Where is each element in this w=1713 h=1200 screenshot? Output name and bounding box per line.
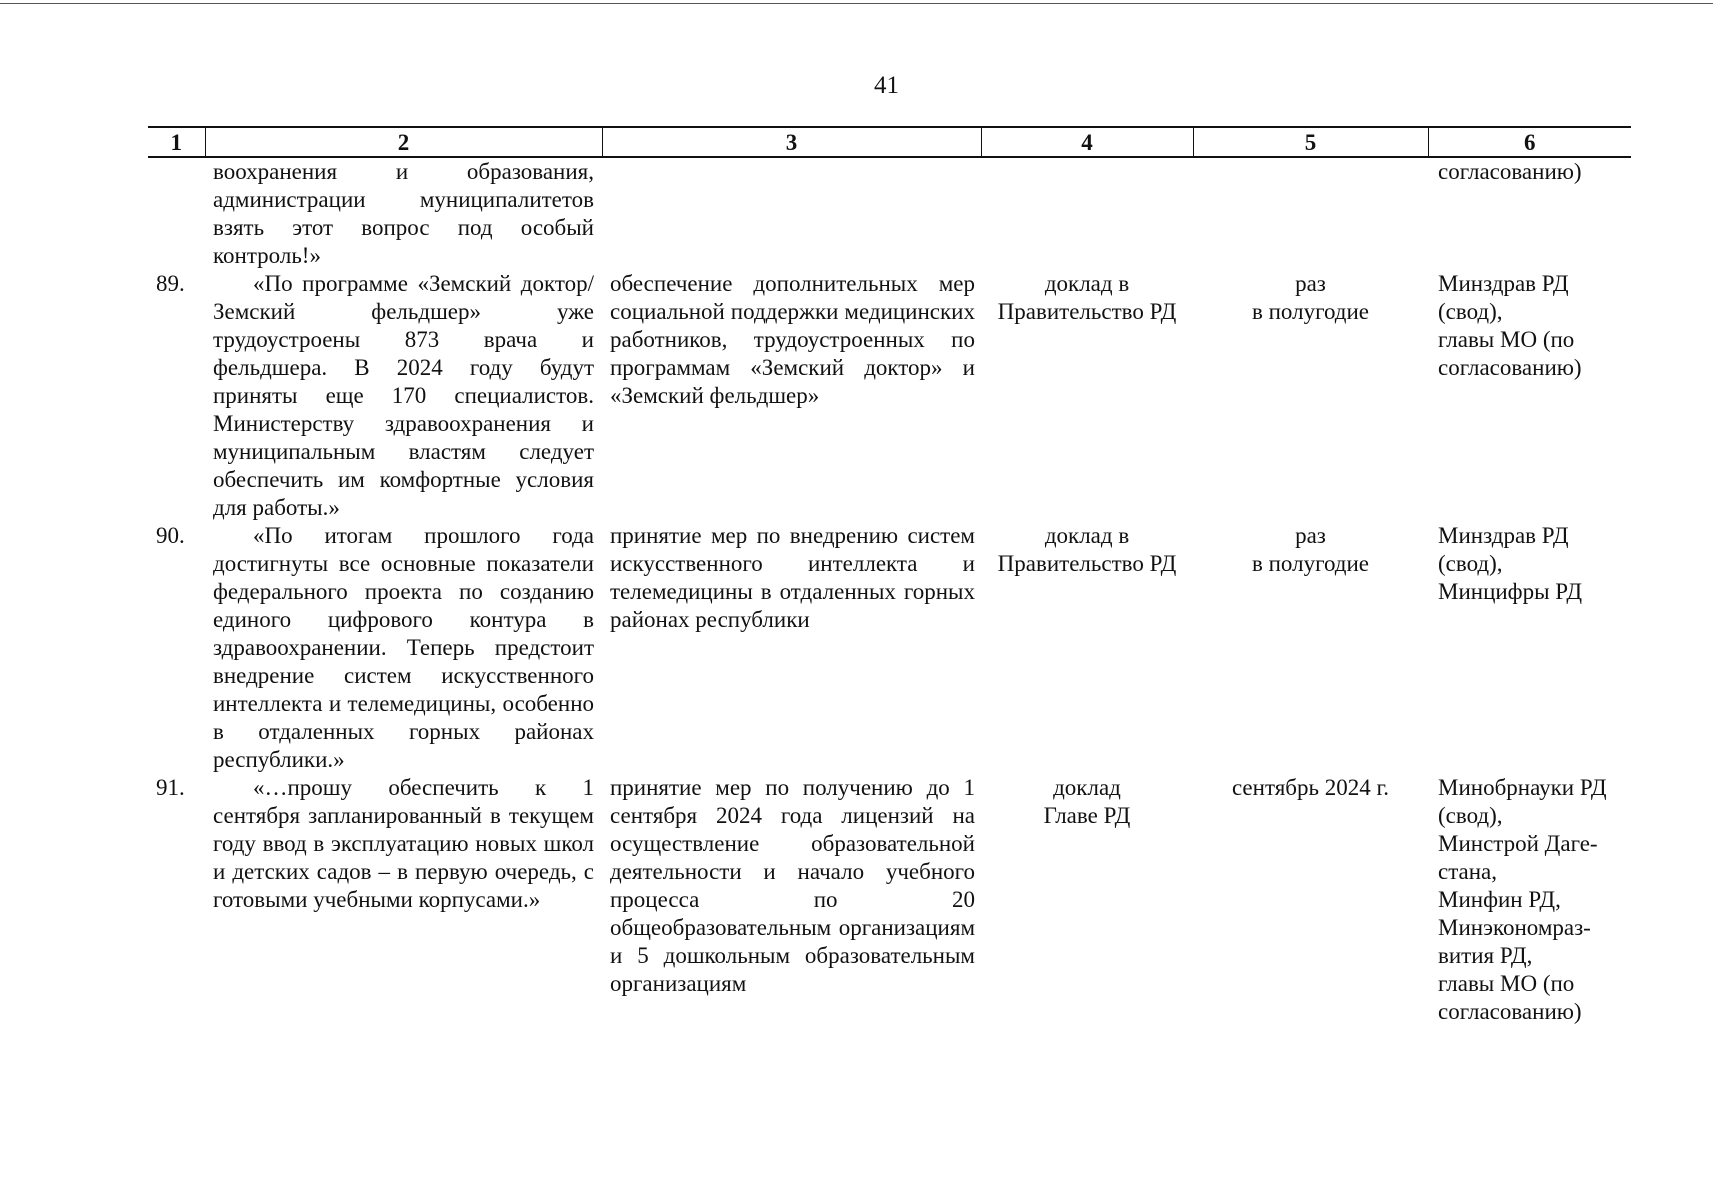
page-number: 41 (874, 72, 899, 99)
column-header-6: 6 (1428, 127, 1631, 157)
cell-responsible-line: Минздрав РД (1438, 271, 1569, 296)
cell-term-line: сентябрь 2024 г. (1231, 775, 1390, 800)
cell-report-form-line: Правительство РД (997, 299, 1177, 324)
cell-quote (205, 774, 602, 1026)
quote-text: «По итогам прошлого года достигнуты все основные показатели федерального проекта по созданию единого цифрового контура в здравоохранении. Теперь предстоит внедрение систем искусственного интеллекта и телемедицины, особенно в отдаленных горных районах республики.» (213, 523, 594, 772)
cell-row-number: 90. (156, 523, 185, 548)
table-row (148, 270, 1631, 522)
cell-responsible-line: стана, (1438, 859, 1498, 884)
cell-responsible-line: Минцифры РД (1438, 579, 1583, 604)
column-header-4: 4 (981, 127, 1193, 157)
cell-responsible-line: Минэкономраз- (1438, 915, 1591, 940)
cell-quote (205, 270, 602, 522)
table-header-row (148, 127, 1631, 157)
cell-measure: принятие мер по получению до 1 сентября 2024 года лицензий на осуществление образовательной деятельности и начало учебного процесса по 20 общеобразовательным организациям и 5 дошкольным образовательным организациям (610, 775, 975, 996)
cell-term (1193, 774, 1428, 1026)
cell-responsible (1428, 522, 1631, 774)
cell-quote (205, 522, 602, 774)
cell-term-line: в полугодие (1251, 551, 1369, 576)
cell-responsible-line: вития РД, (1438, 943, 1533, 968)
cell-term (1193, 157, 1428, 270)
cell-responsible (1428, 774, 1631, 1026)
column-header-3: 3 (602, 127, 981, 157)
cell-measure: обеспечение дополнительных мер социальной поддержки медицинских работников, трудоустроенных по программам «Земский доктор» и «Земский фельдшер» (610, 271, 975, 408)
table-row (148, 774, 1631, 1026)
column-header-1: 1 (148, 127, 205, 157)
cell-responsible-line: Минфин РД, (1438, 887, 1561, 912)
cell-responsible-line: главы МО (по (1438, 971, 1575, 996)
cell-measure (602, 157, 981, 270)
table-row (148, 522, 1631, 774)
cell-row-number: 91. (156, 775, 185, 800)
cell-responsible-line: (свод), (1438, 551, 1503, 576)
cell-responsible-line: согласованию) (1438, 999, 1582, 1024)
cell-responsible-line: Минздрав РД (1438, 523, 1569, 548)
cell-report-form (981, 522, 1193, 774)
cell-term-line: раз (1295, 271, 1326, 296)
cell-term-line: в полугодие (1251, 299, 1369, 324)
cell-term-line: раз (1295, 523, 1326, 548)
cell-term (1193, 270, 1428, 522)
cell-responsible-line: (свод), (1438, 803, 1503, 828)
cell-num (148, 157, 205, 270)
cell-report-form-line: доклад (1053, 775, 1121, 800)
cell-report-form (981, 270, 1193, 522)
cell-report-form-line: Правительство РД (997, 551, 1177, 576)
cell-responsible-line: согласованию) (1438, 355, 1582, 380)
cell-report-form-line: доклад в (1044, 523, 1130, 548)
measures-table (148, 126, 1631, 1026)
table-row-continuation (148, 157, 1631, 270)
cell-responsible-line: главы МО (по (1438, 327, 1575, 352)
scan-top-edge (0, 3, 1713, 4)
cell-quote-continuation: воохранения и образования, администрации муниципалитетов взять этот вопрос под особый контроль!» (213, 159, 594, 268)
quote-text: «По программе «Земский доктор/Земский фельдшер» уже трудоустроены 873 врача и фельдшера. В 2024 году будут приняты еще 170 специалистов. Министерству здравоохранения и муниципальным властям следует обеспечить им комфортные условия для работы.» (213, 271, 594, 520)
cell-form (981, 157, 1193, 270)
table-body (148, 270, 1631, 1026)
cell-term (1193, 522, 1428, 774)
cell-responsible-line: (свод), (1438, 299, 1503, 324)
cell-responsible-line: Минобрнауки РД (1438, 775, 1607, 800)
cell-report-form-line: Главе РД (1043, 803, 1131, 828)
cell-responsible-line: Минстрой Даге- (1438, 831, 1598, 856)
cell-row-number: 89. (156, 271, 185, 296)
column-header-2: 2 (205, 127, 602, 157)
quote-text: «…прошу обеспечить к 1 сентября запланированный в текущем году ввод в эксплуатацию новых школ и детских садов – в первую очередь, с готовыми учебными корпусами.» (213, 775, 594, 912)
cell-report-form (981, 774, 1193, 1026)
cell-measure: принятие мер по внедрению систем искусственного интеллекта и телемедицины в отдаленных горных районах республики (610, 523, 975, 632)
cell-report-form-line: доклад в (1044, 271, 1130, 296)
column-header-5: 5 (1193, 127, 1428, 157)
cell-responsible-continuation: согласованию) (1438, 159, 1582, 184)
cell-responsible (1428, 270, 1631, 522)
